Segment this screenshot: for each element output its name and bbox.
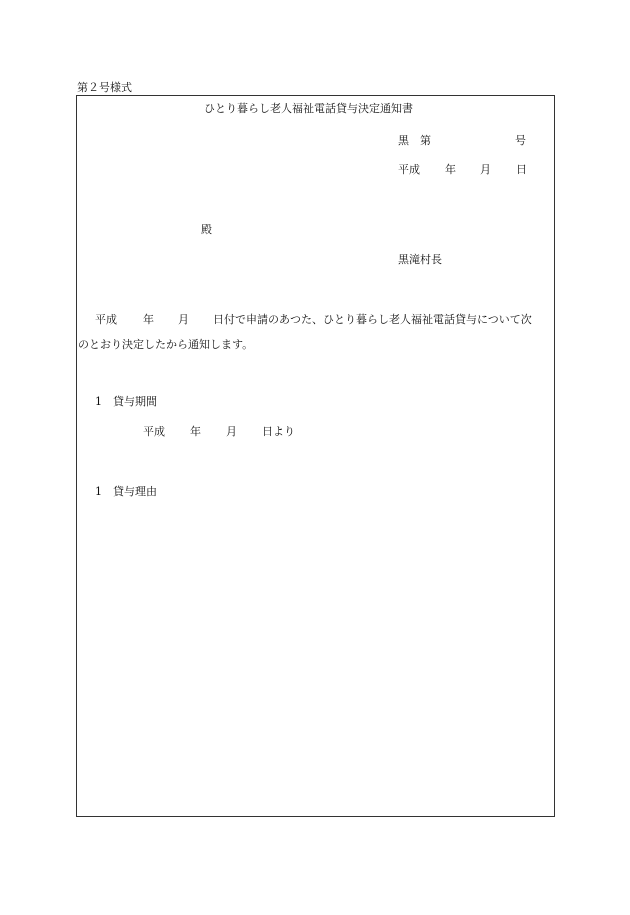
item-label: 貸与理由 — [113, 485, 157, 498]
item-label: 貸与期間 — [113, 395, 157, 408]
body-line1-rest: 日付で申請のあつた、ひとり暮らし老人福祉電話貸与について次 — [213, 313, 532, 326]
period-year: 年 — [190, 425, 201, 438]
reference-prefix: 黒 — [398, 134, 409, 147]
body-era: 平成 — [95, 313, 117, 326]
item-number: 1 — [95, 395, 102, 408]
body-line2: のとおり決定したから通知します。 — [78, 338, 254, 351]
notice-document-frame — [76, 95, 555, 817]
period-era: 平成 — [143, 425, 165, 438]
issue-date-month: 月 — [480, 163, 491, 176]
issue-date-day: 日 — [516, 163, 527, 176]
addressee-suffix: 殿 — [201, 223, 212, 236]
issue-date-era: 平成 — [398, 163, 420, 176]
form-number-label: 第２号様式 — [77, 81, 132, 94]
document-title: ひとり暮らし老人福祉電話貸与決定通知書 — [204, 102, 413, 115]
issue-date-year: 年 — [445, 163, 456, 176]
reference-dai: 第 — [420, 134, 431, 147]
reference-go: 号 — [515, 134, 526, 147]
period-month: 月 — [226, 425, 237, 438]
body-month: 月 — [178, 313, 189, 326]
issuer-name: 黒滝村長 — [398, 253, 442, 266]
item-number: 1 — [95, 485, 102, 498]
body-year: 年 — [143, 313, 154, 326]
period-rest: 日より — [262, 425, 295, 438]
